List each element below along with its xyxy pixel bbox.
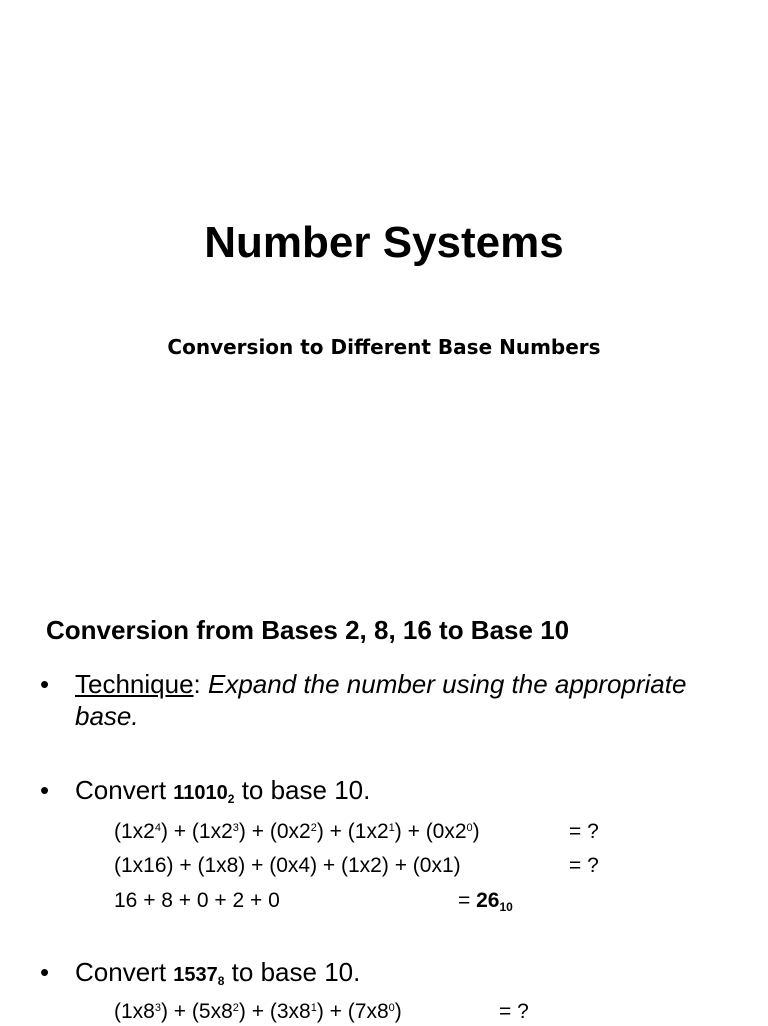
binary-sum-row [114,887,513,915]
convert-suffix: to base 10. [234,775,371,805]
slide-subtitle: Conversion to Different Base Numbers [167,335,601,359]
bullet-body [75,774,715,809]
bullet-marker: • [40,775,50,805]
binary-values-row [114,852,599,880]
result-value: 26 [476,889,500,912]
result-base: 10 [499,900,513,914]
octal-expansion-row [114,998,529,1026]
binary-expansion-row [114,818,599,846]
equation-rhs: = ? [569,854,599,877]
equation-lhs: (1x16) + (1x8) + (0x4) + (1x2) + (0x1) [114,854,461,877]
power-term: $(1x2^3)$ + [191,820,270,843]
binary-number-digits: 11010 [173,782,228,804]
power-term: $(0x2^0)$ [425,820,480,843]
technique-separator: : [193,669,208,699]
octal-number-digits: 1537 [173,964,218,986]
equation-result: = $26_{10}$ [458,889,513,914]
technique-text: Expand the number using the appropriate base. [75,669,687,731]
section-heading: Conversion from Bases 2, 8, 16 to Base 10 [46,615,570,645]
slide-title: Number Systems [204,218,564,267]
convert-suffix: to base 10. [224,957,361,987]
power-term: $(1x2^1)$ + [347,820,426,843]
binary-number-base: 2 [227,792,235,806]
power-term: $(5x8^2)$ + [191,1000,270,1023]
power-term: $(0x2^2)$ + [269,820,348,843]
bullet-marker: • [40,957,50,987]
content-slide [0,590,768,1024]
power-term: $(7x8^0)$ [347,1000,402,1023]
technique-label: Technique [75,669,194,699]
equation-rhs: = ? [569,820,599,843]
binary-number [173,782,234,804]
convert-prefix: Convert [75,775,174,805]
equation-lhs: 16 + 8 + 0 + 2 + 0 [114,889,280,912]
equation-rhs: = ? [499,1000,529,1023]
convert-prefix: Convert [75,957,174,987]
bullet-body [75,668,715,732]
power-term: $(1x8^3)$ + [114,1000,192,1023]
power-term: $(3x8^1)$ + [269,1000,348,1023]
octal-number [173,964,224,986]
bullet-marker: • [40,669,50,699]
power-term: $(1x2^4)$ + [114,820,192,843]
octal-number-base: 8 [217,974,225,988]
bullet-body [75,956,715,991]
